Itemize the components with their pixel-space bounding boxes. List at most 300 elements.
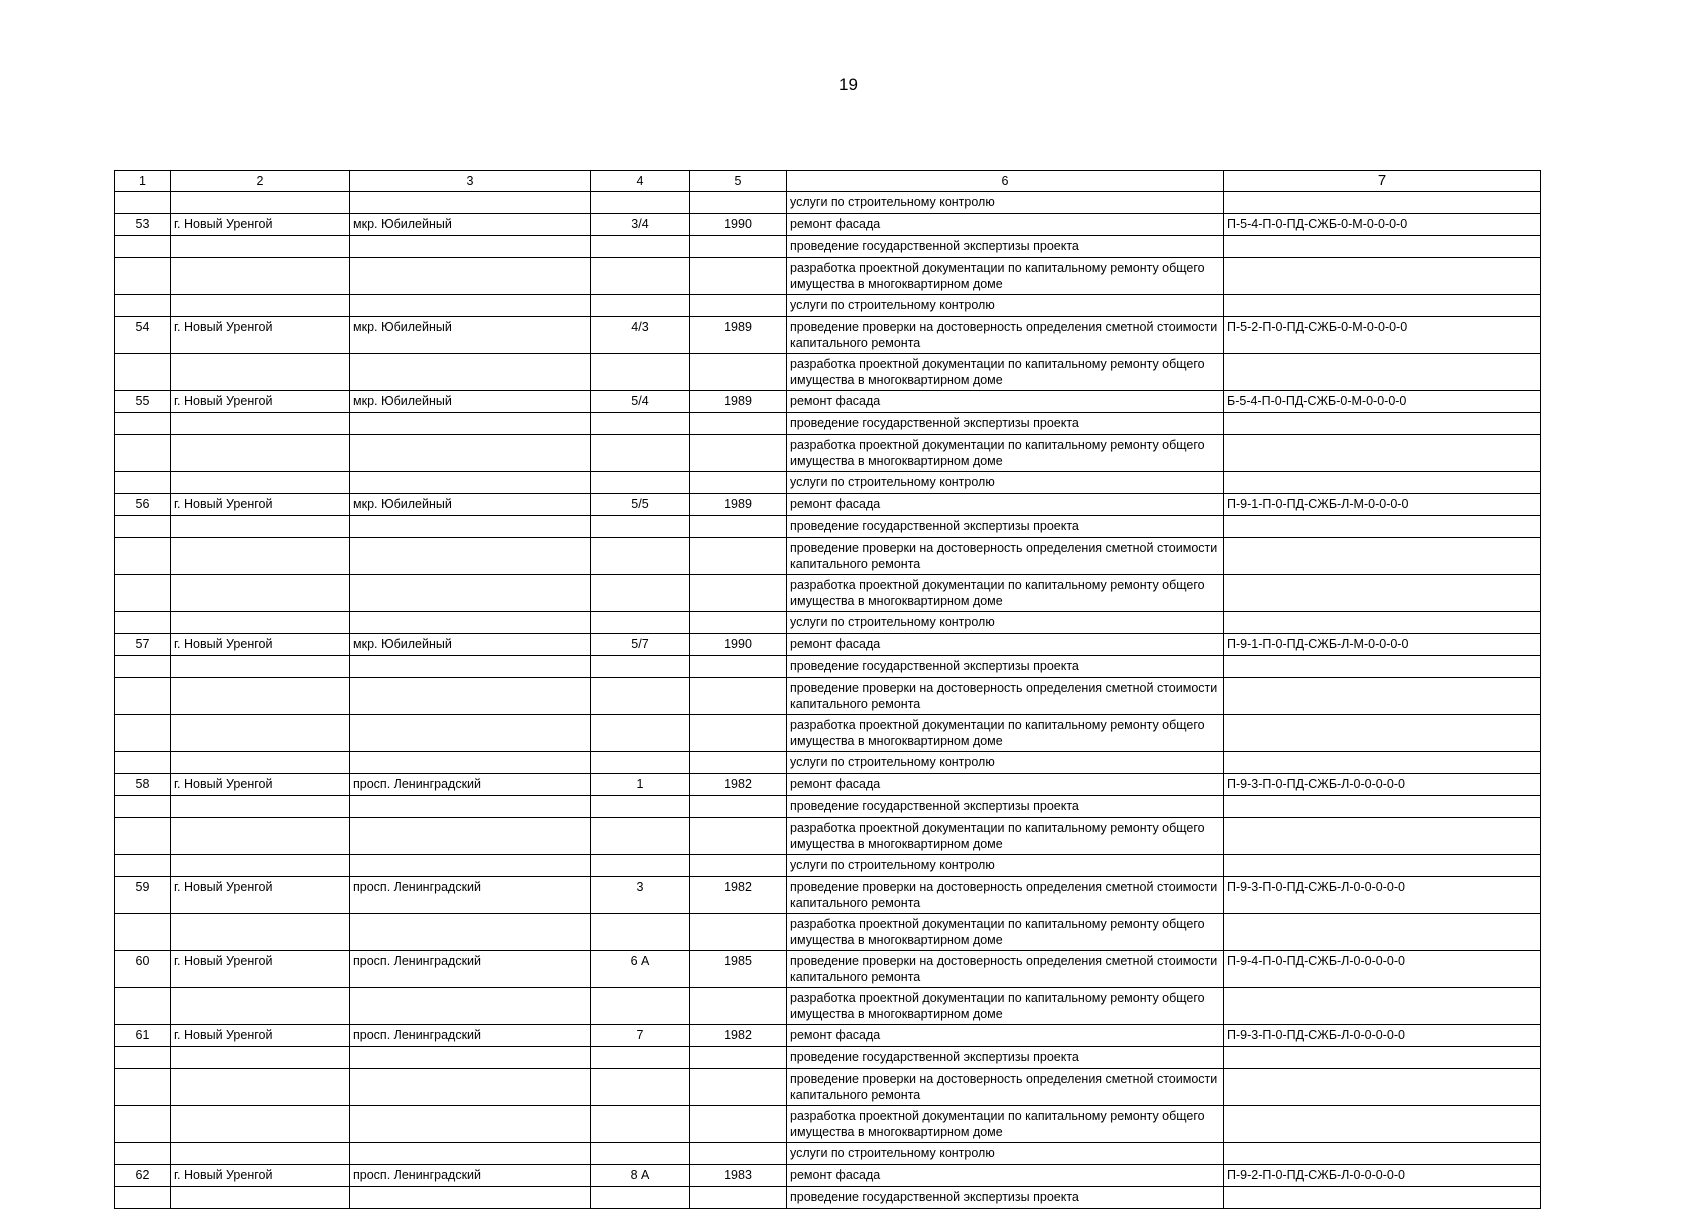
cell-street <box>350 472 591 494</box>
cell-street: просп. Ленинградский <box>350 774 591 796</box>
cell-house-number <box>591 752 690 774</box>
cell-year-built: 1983 <box>690 1165 787 1187</box>
cell-year-built <box>690 1047 787 1069</box>
cell-city <box>171 236 350 258</box>
cell-work-type: услуги по строительному контролю <box>787 752 1224 774</box>
cell-house-number <box>591 295 690 317</box>
cell-year-built <box>690 236 787 258</box>
cell-street <box>350 818 591 855</box>
cell-work-type: проведение проверки на достоверность определения сметной стоимости капитального ремонта <box>787 1069 1224 1106</box>
cell-house-number: 8 А <box>591 1165 690 1187</box>
cell-house-number <box>591 354 690 391</box>
cell-row-number <box>115 1187 171 1209</box>
cell-row-number <box>115 538 171 575</box>
cell-street: мкр. Юбилейный <box>350 317 591 354</box>
cell-row-number <box>115 435 171 472</box>
cell-city <box>171 435 350 472</box>
cell-work-type: услуги по строительному контролю <box>787 472 1224 494</box>
cell-row-number <box>115 752 171 774</box>
cell-city: г. Новый Уренгой <box>171 214 350 236</box>
cell-year-built <box>690 413 787 435</box>
cell-house-number: 5/5 <box>591 494 690 516</box>
cell-year-built <box>690 656 787 678</box>
cell-building-code <box>1224 855 1541 877</box>
cell-year-built <box>690 988 787 1025</box>
cell-year-built <box>690 855 787 877</box>
cell-building-code <box>1224 818 1541 855</box>
cell-building-code <box>1224 538 1541 575</box>
cell-row-number <box>115 656 171 678</box>
cell-street: мкр. Юбилейный <box>350 634 591 656</box>
cell-street <box>350 192 591 214</box>
cell-work-type: услуги по строительному контролю <box>787 192 1224 214</box>
cell-work-type: проведение проверки на достоверность определения сметной стоимости капитального ремонта <box>787 538 1224 575</box>
cell-city <box>171 988 350 1025</box>
table-body <box>115 192 1541 1209</box>
cell-work-type: разработка проектной документации по капитальному ремонту общего имущества в многоквартирном доме <box>787 435 1224 472</box>
cell-row-number <box>115 354 171 391</box>
cell-row-number <box>115 413 171 435</box>
cell-building-code: П-5-4-П-0-ПД-СЖБ-0-М-0-0-0-0 <box>1224 214 1541 236</box>
cell-house-number <box>591 538 690 575</box>
cell-building-code <box>1224 192 1541 214</box>
table-row <box>115 214 1541 236</box>
cell-building-code <box>1224 516 1541 538</box>
cell-building-code: П-9-3-П-0-ПД-СЖБ-Л-0-0-0-0-0 <box>1224 877 1541 914</box>
cell-city <box>171 855 350 877</box>
table-row <box>115 818 1541 855</box>
cell-row-number: 53 <box>115 214 171 236</box>
table-row <box>115 715 1541 752</box>
cell-street <box>350 236 591 258</box>
cell-year-built: 1989 <box>690 391 787 413</box>
cell-row-number <box>115 236 171 258</box>
cell-city: г. Новый Уренгой <box>171 391 350 413</box>
cell-year-built: 1989 <box>690 317 787 354</box>
table-row <box>115 951 1541 988</box>
cell-year-built <box>690 354 787 391</box>
cell-work-type: ремонт фасада <box>787 494 1224 516</box>
cell-work-type: проведение государственной экспертизы проекта <box>787 796 1224 818</box>
cell-city: г. Новый Уренгой <box>171 951 350 988</box>
table-row <box>115 1025 1541 1047</box>
cell-work-type: разработка проектной документации по капитальному ремонту общего имущества в многоквартирном доме <box>787 715 1224 752</box>
cell-row-number <box>115 612 171 634</box>
cell-work-type: проведение проверки на достоверность определения сметной стоимости капитального ремонта <box>787 877 1224 914</box>
cell-street <box>350 988 591 1025</box>
cell-street <box>350 354 591 391</box>
cell-work-type: проведение государственной экспертизы проекта <box>787 516 1224 538</box>
cell-city: г. Новый Уренгой <box>171 1025 350 1047</box>
cell-building-code <box>1224 988 1541 1025</box>
cell-building-code <box>1224 1187 1541 1209</box>
cell-street: просп. Ленинградский <box>350 1025 591 1047</box>
cell-street <box>350 413 591 435</box>
cell-house-number <box>591 796 690 818</box>
cell-row-number <box>115 818 171 855</box>
cell-building-code <box>1224 435 1541 472</box>
header-col-6: 6 <box>787 171 1224 192</box>
cell-row-number <box>115 1069 171 1106</box>
cell-row-number: 56 <box>115 494 171 516</box>
cell-house-number <box>591 715 690 752</box>
cell-city <box>171 575 350 612</box>
cell-building-code: П-9-3-П-0-ПД-СЖБ-Л-0-0-0-0-0 <box>1224 1025 1541 1047</box>
cell-city <box>171 354 350 391</box>
cell-work-type: разработка проектной документации по капитальному ремонту общего имущества в многоквартирном доме <box>787 914 1224 951</box>
cell-street: мкр. Юбилейный <box>350 214 591 236</box>
table-row <box>115 634 1541 656</box>
table-row <box>115 1187 1541 1209</box>
header-col-1: 1 <box>115 171 171 192</box>
cell-work-type: проведение государственной экспертизы проекта <box>787 656 1224 678</box>
cell-work-type: ремонт фасада <box>787 774 1224 796</box>
cell-city <box>171 656 350 678</box>
cell-street <box>350 1187 591 1209</box>
table-header <box>115 171 1541 192</box>
cell-building-code <box>1224 575 1541 612</box>
cell-row-number <box>115 855 171 877</box>
cell-street <box>350 612 591 634</box>
cell-work-type: разработка проектной документации по капитальному ремонту общего имущества в многоквартирном доме <box>787 818 1224 855</box>
cell-year-built <box>690 258 787 295</box>
cell-city <box>171 258 350 295</box>
cell-year-built <box>690 192 787 214</box>
cell-street <box>350 538 591 575</box>
table-row <box>115 1165 1541 1187</box>
cell-work-type: проведение проверки на достоверность определения сметной стоимости капитального ремонта <box>787 317 1224 354</box>
cell-street: просп. Ленинградский <box>350 951 591 988</box>
cell-year-built <box>690 1187 787 1209</box>
cell-row-number <box>115 678 171 715</box>
cell-row-number <box>115 1143 171 1165</box>
cell-building-code <box>1224 678 1541 715</box>
cell-work-type: проведение проверки на достоверность определения сметной стоимости капитального ремонта <box>787 678 1224 715</box>
table-row <box>115 354 1541 391</box>
cell-house-number <box>591 914 690 951</box>
table-row <box>115 855 1541 877</box>
cell-work-type: услуги по строительному контролю <box>787 295 1224 317</box>
cell-house-number <box>591 855 690 877</box>
cell-building-code <box>1224 258 1541 295</box>
header-col-4: 4 <box>591 171 690 192</box>
cell-house-number: 3/4 <box>591 214 690 236</box>
header-col-2: 2 <box>171 171 350 192</box>
cell-city <box>171 1106 350 1143</box>
cell-work-type: ремонт фасада <box>787 1165 1224 1187</box>
cell-building-code: П-9-1-П-0-ПД-СЖБ-Л-М-0-0-0-0 <box>1224 634 1541 656</box>
cell-building-code <box>1224 715 1541 752</box>
cell-work-type: разработка проектной документации по капитальному ремонту общего имущества в многоквартирном доме <box>787 575 1224 612</box>
header-col-3: 3 <box>350 171 591 192</box>
cell-row-number <box>115 192 171 214</box>
table-row <box>115 192 1541 214</box>
cell-street <box>350 516 591 538</box>
cell-building-code: Б-5-4-П-0-ПД-СЖБ-0-М-0-0-0-0 <box>1224 391 1541 413</box>
cell-row-number: 54 <box>115 317 171 354</box>
cell-house-number <box>591 1187 690 1209</box>
cell-house-number <box>591 258 690 295</box>
cell-work-type: проведение государственной экспертизы проекта <box>787 1047 1224 1069</box>
cell-row-number <box>115 295 171 317</box>
cell-row-number <box>115 258 171 295</box>
cell-work-type: проведение государственной экспертизы проекта <box>787 1187 1224 1209</box>
cell-city: г. Новый Уренгой <box>171 634 350 656</box>
cell-building-code <box>1224 796 1541 818</box>
cell-work-type: разработка проектной документации по капитальному ремонту общего имущества в многоквартирном доме <box>787 258 1224 295</box>
header-col-5: 5 <box>690 171 787 192</box>
cell-building-code: П-9-3-П-0-ПД-СЖБ-Л-0-0-0-0-0 <box>1224 774 1541 796</box>
capital-repair-table <box>114 170 1541 1209</box>
cell-year-built <box>690 295 787 317</box>
cell-row-number <box>115 796 171 818</box>
table-row <box>115 472 1541 494</box>
cell-street <box>350 1047 591 1069</box>
cell-row-number <box>115 715 171 752</box>
cell-street <box>350 796 591 818</box>
cell-city <box>171 472 350 494</box>
cell-house-number <box>591 575 690 612</box>
cell-city <box>171 538 350 575</box>
cell-city <box>171 796 350 818</box>
cell-year-built: 1990 <box>690 634 787 656</box>
cell-work-type: проведение государственной экспертизы проекта <box>787 413 1224 435</box>
cell-year-built <box>690 435 787 472</box>
cell-year-built <box>690 538 787 575</box>
cell-building-code: П-9-2-П-0-ПД-СЖБ-Л-0-0-0-0-0 <box>1224 1165 1541 1187</box>
cell-row-number <box>115 516 171 538</box>
cell-city <box>171 818 350 855</box>
cell-city <box>171 612 350 634</box>
cell-street <box>350 295 591 317</box>
cell-house-number <box>591 656 690 678</box>
cell-house-number <box>591 435 690 472</box>
cell-building-code <box>1224 472 1541 494</box>
cell-house-number <box>591 516 690 538</box>
cell-work-type: разработка проектной документации по капитальному ремонту общего имущества в многоквартирном доме <box>787 1106 1224 1143</box>
table-row <box>115 575 1541 612</box>
cell-city: г. Новый Уренгой <box>171 877 350 914</box>
cell-city <box>171 1069 350 1106</box>
cell-city <box>171 295 350 317</box>
cell-work-type: услуги по строительному контролю <box>787 612 1224 634</box>
cell-street <box>350 715 591 752</box>
cell-building-code: П-9-1-П-0-ПД-СЖБ-Л-М-0-0-0-0 <box>1224 494 1541 516</box>
table-row <box>115 774 1541 796</box>
cell-work-type: услуги по строительному контролю <box>787 1143 1224 1165</box>
cell-house-number: 6 А <box>591 951 690 988</box>
cell-house-number: 5/4 <box>591 391 690 413</box>
cell-city <box>171 715 350 752</box>
cell-building-code <box>1224 236 1541 258</box>
cell-building-code <box>1224 354 1541 391</box>
table-row <box>115 258 1541 295</box>
cell-building-code <box>1224 295 1541 317</box>
cell-row-number: 61 <box>115 1025 171 1047</box>
cell-building-code <box>1224 914 1541 951</box>
cell-street: мкр. Юбилейный <box>350 391 591 413</box>
table-row <box>115 988 1541 1025</box>
cell-street: просп. Ленинградский <box>350 1165 591 1187</box>
cell-house-number <box>591 818 690 855</box>
cell-year-built <box>690 612 787 634</box>
cell-house-number: 4/3 <box>591 317 690 354</box>
cell-year-built <box>690 1106 787 1143</box>
cell-house-number <box>591 988 690 1025</box>
cell-year-built <box>690 1069 787 1106</box>
cell-house-number <box>591 1143 690 1165</box>
cell-city: г. Новый Уренгой <box>171 774 350 796</box>
cell-street <box>350 914 591 951</box>
cell-building-code <box>1224 752 1541 774</box>
cell-year-built: 1989 <box>690 494 787 516</box>
table-row <box>115 678 1541 715</box>
page-number: 19 <box>839 75 858 94</box>
cell-building-code <box>1224 1143 1541 1165</box>
cell-row-number: 60 <box>115 951 171 988</box>
table-row <box>115 1106 1541 1143</box>
cell-year-built <box>690 818 787 855</box>
cell-work-type: разработка проектной документации по капитальному ремонту общего имущества в многоквартирном доме <box>787 988 1224 1025</box>
cell-building-code <box>1224 656 1541 678</box>
cell-city <box>171 1187 350 1209</box>
table-row <box>115 1047 1541 1069</box>
cell-city <box>171 413 350 435</box>
cell-work-type: проведение проверки на достоверность определения сметной стоимости капитального ремонта <box>787 951 1224 988</box>
cell-street: просп. Ленинградский <box>350 877 591 914</box>
cell-year-built <box>690 516 787 538</box>
cell-year-built <box>690 914 787 951</box>
cell-house-number: 7 <box>591 1025 690 1047</box>
cell-street <box>350 258 591 295</box>
table-row <box>115 877 1541 914</box>
cell-row-number <box>115 988 171 1025</box>
cell-city <box>171 752 350 774</box>
cell-street <box>350 855 591 877</box>
table-row <box>115 494 1541 516</box>
cell-building-code <box>1224 1106 1541 1143</box>
cell-row-number <box>115 914 171 951</box>
table-row <box>115 236 1541 258</box>
cell-street <box>350 575 591 612</box>
cell-house-number <box>591 472 690 494</box>
cell-row-number <box>115 1047 171 1069</box>
table-row <box>115 656 1541 678</box>
cell-city <box>171 914 350 951</box>
cell-street <box>350 678 591 715</box>
cell-row-number: 58 <box>115 774 171 796</box>
cell-building-code: П-5-2-П-0-ПД-СЖБ-0-М-0-0-0-0 <box>1224 317 1541 354</box>
header-row <box>115 171 1541 192</box>
table-row <box>115 1143 1541 1165</box>
cell-street <box>350 1069 591 1106</box>
header-col-7: 7 <box>1224 171 1541 192</box>
cell-year-built <box>690 678 787 715</box>
cell-city <box>171 192 350 214</box>
cell-row-number <box>115 472 171 494</box>
cell-work-type: ремонт фасада <box>787 214 1224 236</box>
cell-building-code <box>1224 413 1541 435</box>
cell-house-number: 1 <box>591 774 690 796</box>
cell-work-type: ремонт фасада <box>787 634 1224 656</box>
cell-house-number <box>591 678 690 715</box>
cell-year-built <box>690 752 787 774</box>
cell-house-number <box>591 192 690 214</box>
table-row <box>115 413 1541 435</box>
cell-house-number <box>591 413 690 435</box>
cell-work-type: проведение государственной экспертизы проекта <box>787 236 1224 258</box>
cell-year-built: 1982 <box>690 877 787 914</box>
cell-year-built <box>690 796 787 818</box>
table-row <box>115 317 1541 354</box>
cell-year-built <box>690 715 787 752</box>
cell-house-number <box>591 236 690 258</box>
cell-house-number <box>591 612 690 634</box>
cell-street: мкр. Юбилейный <box>350 494 591 516</box>
cell-row-number: 55 <box>115 391 171 413</box>
table-row <box>115 612 1541 634</box>
cell-work-type: услуги по строительному контролю <box>787 855 1224 877</box>
cell-city <box>171 1047 350 1069</box>
cell-house-number: 5/7 <box>591 634 690 656</box>
cell-year-built: 1982 <box>690 1025 787 1047</box>
cell-work-type: разработка проектной документации по капитальному ремонту общего имущества в многоквартирном доме <box>787 354 1224 391</box>
cell-row-number <box>115 575 171 612</box>
cell-house-number <box>591 1106 690 1143</box>
table-row <box>115 1069 1541 1106</box>
cell-year-built: 1982 <box>690 774 787 796</box>
cell-city <box>171 516 350 538</box>
cell-house-number <box>591 1047 690 1069</box>
cell-work-type: ремонт фасада <box>787 1025 1224 1047</box>
cell-year-built <box>690 472 787 494</box>
table-row <box>115 914 1541 951</box>
cell-building-code <box>1224 612 1541 634</box>
cell-house-number: 3 <box>591 877 690 914</box>
cell-row-number: 57 <box>115 634 171 656</box>
cell-street <box>350 656 591 678</box>
cell-year-built <box>690 1143 787 1165</box>
cell-row-number: 59 <box>115 877 171 914</box>
cell-year-built: 1985 <box>690 951 787 988</box>
cell-city <box>171 1143 350 1165</box>
table-row <box>115 796 1541 818</box>
cell-city: г. Новый Уренгой <box>171 494 350 516</box>
cell-year-built <box>690 575 787 612</box>
cell-building-code: П-9-4-П-0-ПД-СЖБ-Л-0-0-0-0-0 <box>1224 951 1541 988</box>
cell-street <box>350 752 591 774</box>
table-row <box>115 391 1541 413</box>
cell-house-number <box>591 1069 690 1106</box>
table-row <box>115 435 1541 472</box>
cell-work-type: ремонт фасада <box>787 391 1224 413</box>
cell-year-built: 1990 <box>690 214 787 236</box>
cell-street <box>350 435 591 472</box>
cell-city: г. Новый Уренгой <box>171 1165 350 1187</box>
table-row <box>115 752 1541 774</box>
table-row <box>115 295 1541 317</box>
table-row <box>115 538 1541 575</box>
cell-city: г. Новый Уренгой <box>171 317 350 354</box>
cell-building-code <box>1224 1047 1541 1069</box>
cell-street <box>350 1106 591 1143</box>
table-row <box>115 516 1541 538</box>
cell-row-number: 62 <box>115 1165 171 1187</box>
cell-street <box>350 1143 591 1165</box>
cell-city <box>171 678 350 715</box>
cell-building-code <box>1224 1069 1541 1106</box>
cell-row-number <box>115 1106 171 1143</box>
